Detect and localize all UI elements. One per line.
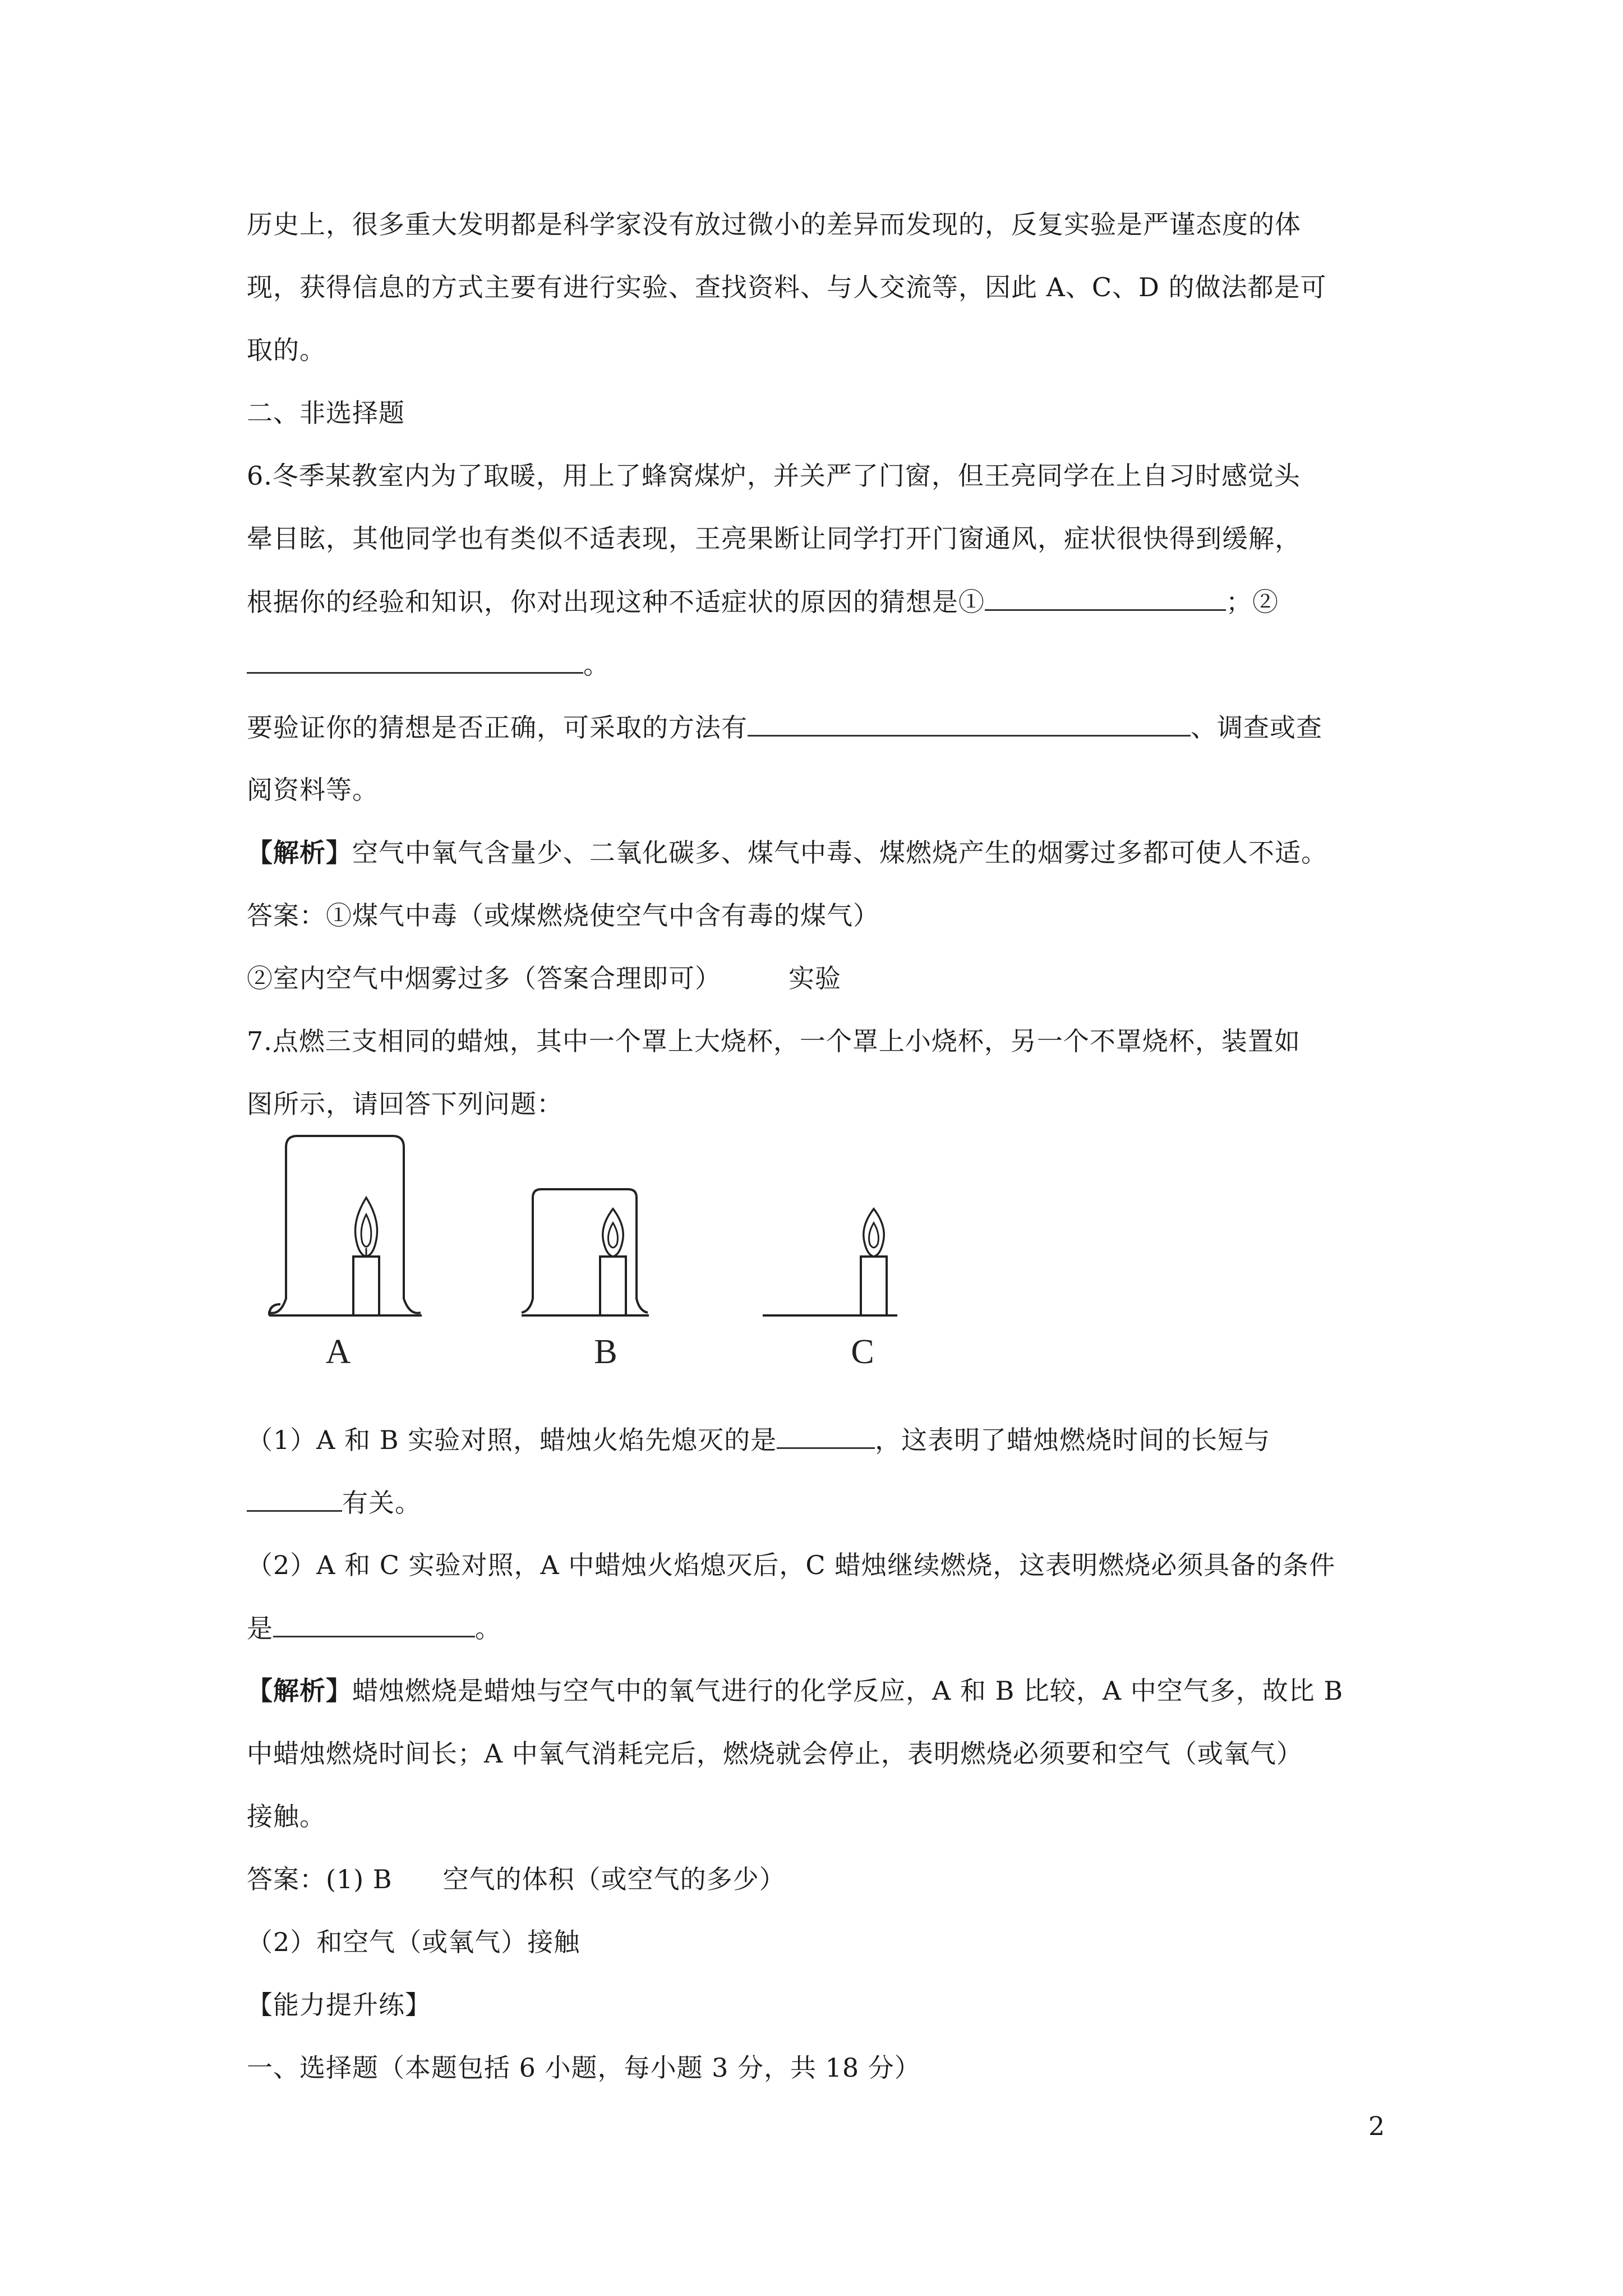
section-heading: 一、选择题（本题包括 6 小题，每小题 3 分，共 18 分） bbox=[247, 2053, 921, 2083]
figure-label-a: A bbox=[325, 1333, 351, 1371]
question-7-text: ，这表明了蜡烛燃烧时间的长短与 bbox=[875, 1425, 1271, 1455]
question-6-text: 根据你的经验和知识，你对出现这种不适症状的原因的猜想是① bbox=[247, 587, 985, 617]
question-6-line: 晕目眩，其他同学也有类似不适表现，王亮果断让同学打开门窗通风，症状很快得到缓解， bbox=[247, 523, 1301, 554]
question-7-sub-line bbox=[247, 1423, 1270, 1457]
question-7-text: 。 bbox=[475, 1613, 501, 1644]
section-heading: 二、非选择题 bbox=[247, 398, 405, 428]
answer-text: ②室内空气中烟雾过多（答案合理即可） bbox=[247, 963, 721, 993]
answer-line bbox=[247, 961, 841, 995]
analysis-line: 接触。 bbox=[247, 1801, 326, 1832]
answer-text: 答案：(1) B bbox=[247, 1864, 393, 1894]
answer-blank bbox=[777, 1423, 875, 1449]
analysis-text: 蜡烛燃烧是蜡烛与空气中的氧气进行的化学反应，A 和 B 比较，A 中空气多，故比 B bbox=[352, 1676, 1344, 1706]
question-7-line: 图所示，请回答下列问题： bbox=[247, 1089, 563, 1119]
paragraph-line: 取的。 bbox=[247, 335, 326, 365]
figure-label-c: C bbox=[851, 1333, 874, 1371]
answer-blank bbox=[748, 710, 1191, 737]
answer-blank bbox=[247, 1485, 342, 1512]
analysis-line bbox=[247, 836, 1327, 869]
question-6-text: 要验证你的猜想是否正确，可采取的方法有 bbox=[247, 712, 748, 743]
question-7-sub-line bbox=[247, 1611, 501, 1645]
question-6-line: 阅资料等。 bbox=[247, 775, 379, 805]
analysis-line bbox=[247, 1674, 1343, 1708]
answer-blank bbox=[273, 1611, 475, 1637]
question-7-text: 有关。 bbox=[342, 1488, 421, 1518]
analysis-tag: 【解析】 bbox=[247, 1676, 352, 1706]
beaker-b-figure bbox=[522, 1189, 649, 1315]
section-heading: 【能力提升练】 bbox=[247, 1990, 431, 2020]
answer-line: 答案：①煤气中毒（或煤燃烧使空气中含有毒的煤气） bbox=[247, 900, 879, 931]
question-7-sub-line: （2）A 和 C 实验对照，A 中蜡烛火焰熄灭后，C 蜡烛继续燃烧，这表明燃烧必须具备的条件 bbox=[247, 1550, 1336, 1580]
page-number: 2 bbox=[1368, 2111, 1385, 2141]
question-6-text: ；② bbox=[1226, 587, 1279, 617]
question-6-text: 、调查或查 bbox=[1191, 712, 1322, 743]
question-6-line bbox=[247, 585, 1279, 619]
paragraph-line: 现，获得信息的方式主要有进行实验、查找资料、与人交流等，因此 A、C、D 的做法都是可 bbox=[247, 272, 1327, 302]
beaker-a-figure bbox=[269, 1136, 422, 1315]
answer-blank bbox=[247, 647, 583, 674]
answer-text: 实验 bbox=[789, 963, 841, 993]
answer-text: 空气的体积（或空气的多少） bbox=[442, 1864, 786, 1894]
candle-c-figure bbox=[763, 1209, 897, 1315]
answer-line: （2）和空气（或氧气）接触 bbox=[247, 1927, 580, 1957]
analysis-line: 中蜡烛燃烧时间长；A 中氧气消耗完后，燃烧就会停止，表明燃烧必须要和空气（或氧气） bbox=[247, 1738, 1303, 1769]
question-7-line: 7.点燃三支相同的蜡烛，其中一个罩上大烧杯，一个罩上小烧杯，另一个不罩烧杯，装置如 bbox=[247, 1026, 1301, 1056]
question-6-line bbox=[247, 710, 1322, 744]
question-6-line: 6.冬季某教室内为了取暖，用上了蜂窝煤炉，并关严了门窗，但王亮同学在上自习时感觉头 bbox=[247, 461, 1301, 491]
question-7-text: （1）A 和 B 实验对照，蜡烛火焰先熄灭的是 bbox=[247, 1425, 777, 1455]
answer-line bbox=[247, 1862, 786, 1896]
figure-label-b: B bbox=[594, 1333, 617, 1371]
question-7-text: 是 bbox=[247, 1613, 273, 1644]
analysis-text: 空气中氧气含量少、二氧化碳多、煤气中毒、煤燃烧产生的烟雾过多都可使人不适。 bbox=[352, 838, 1327, 868]
question-6-line bbox=[247, 647, 610, 682]
paragraph-line: 历史上，很多重大发明都是科学家没有放过微小的差异而发现的，反复实验是严谨态度的体 bbox=[247, 209, 1301, 240]
question-7-sub-line bbox=[247, 1485, 421, 1520]
analysis-tag: 【解析】 bbox=[247, 838, 352, 868]
answer-blank bbox=[985, 585, 1226, 611]
question-6-text: 。 bbox=[583, 650, 610, 680]
candle-experiment-figure bbox=[258, 1130, 931, 1377]
